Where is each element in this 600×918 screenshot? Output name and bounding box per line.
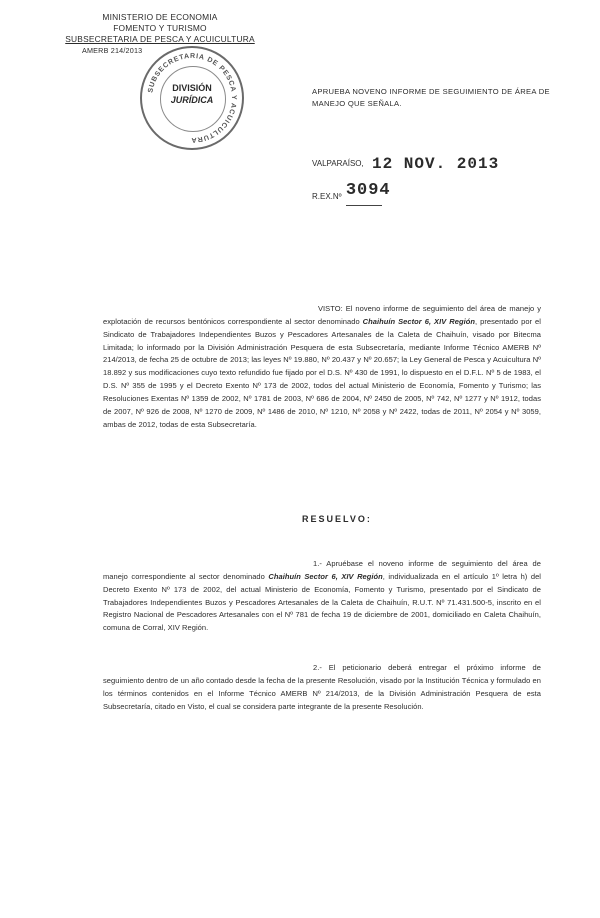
stamp-ring-label: SUBSECRETARIA DE PESCA Y ACUICULTURA — [147, 52, 238, 144]
visto-label: VISTO: — [318, 304, 343, 313]
place-date — [312, 155, 499, 173]
visto-sector: Chaihuín Sector 6, XIV Región — [362, 316, 475, 326]
stamp-center — [142, 82, 242, 106]
article-1-text-2: , individualizada en el artículo 1º letra h) del Decreto Exento Nº 173 de 2002, del actual Ministerio de Economía, Fomento y Turismo, presentado por el Sindicato de Trabajadores Independientes Buzos y Pescadores Artesanales de la Caleta de Chaihuín, R.U.T. Nº 71.431.500-5, inscrito en el Registro Nacional de Pescadores Artesanales con el Nº 781 de fecha 19 de diciembre de 2001, domiciliado en Caleta Chaihuín, comuna de Corral, XIV Región. — [103, 571, 542, 633]
place: VALPARAÍSO, — [312, 159, 364, 168]
letterhead-reference: AMERB 214/2013 — [82, 46, 143, 55]
letterhead-subsecretaria: SUBSECRETARIA DE PESCA Y ACUICULTURA — [65, 34, 255, 44]
stamp-juridica: JURÍDICA — [170, 95, 214, 105]
visto-text-2: , presentado por el Sindicato de Trabajadores Independientes Buzos y Pescadores Artesanales de la Caleta de Chaihuín, visado por Bitecma Limitada; lo informado por la División Administración Pesquera de esta Subsecretaría, mediante Informe Técnico AMERB Nº 214/2013, de fecha 25 de octubre de 2013; las leyes Nº 19.880, Nº 20.437 y Nº 20.657; la Ley General de Pesca y Acuicultura Nº 18.892 y sus modificaciones cuyo texto refundido fue fijado por el D.S. Nº 430 de 1991, lo dispuesto en el D.F.L. Nº 5 de 1983, el D.S. Nº 355 de 1995 y el Decreto Exento Nº 173 de 2002, todos del actual Ministerio de Economía, Fomento y Turismo; las Resoluciones Exentas Nº 1359 de 2002, Nº 1781 de 2003, Nº 686 de 2004, Nº 2450 de 2005, Nº 742, Nº 1277 y Nº 1912, todas de 2007, Nº 926 de 2008, Nº 1270 de 2009, Nº 1486 de 2010, Nº 1210, Nº 2058 y Nº 2422, todas de 2011, Nº 2054 y Nº 3059, ambas de 2012, todas de esta Subsecretaría. — [103, 316, 541, 429]
article-2-text: 2.- El peticionario deberá entregar el próximo informe de seguimiento dentro de un año contado desde la fecha de la presente Resolución, visado por la Institución Técnica y formulado en los términos contenidos en el Informe Técnico AMERB Nº 214/2013, de la División Administración Pesquera de esta Subsecretaría, citado en Visto, el cual se considera parte integrante de la presente Resolución. — [103, 663, 541, 711]
resolution-number — [312, 181, 391, 206]
resuelvo-heading: RESUELVO: — [302, 514, 372, 524]
number-underline — [345, 181, 391, 206]
article-1-sector: Chaihuín Sector 6, XIV Región — [268, 571, 383, 581]
article-2 — [103, 662, 541, 713]
svg-text:SUBSECRETARIA DE PESCA Y ACUIC — [147, 53, 237, 143]
visto-paragraph — [103, 303, 541, 431]
article-1-text-1: 1.- Apruébase el noveno informe de seguimiento del área de manejo correspondiente al sector denominado — [103, 559, 541, 581]
resolution-number-value: 3094 — [345, 181, 391, 200]
resolution-number-label: R.EX.Nº — [312, 192, 342, 201]
article-1 — [103, 558, 541, 635]
stamp-division: DIVISIÓN — [172, 83, 212, 93]
resolution-date: 12 NOV. 2013 — [371, 155, 500, 173]
resolution-subject: APRUEBA NOVENO INFORME DE SEGUIMIENTO DE ÁREA DE MANEJO QUE SEÑALA. — [312, 87, 550, 108]
letterhead-ministry: MINISTERIO DE ECONOMIA — [102, 12, 218, 22]
visto-text-1: El noveno informe de seguimiento del área de manejo y explotación de recursos bentónicos correspondiente al sector denominado — [103, 304, 541, 326]
letterhead-ministry-2: FOMENTO Y TURISMO — [113, 23, 207, 33]
division-juridica-stamp — [140, 46, 244, 150]
